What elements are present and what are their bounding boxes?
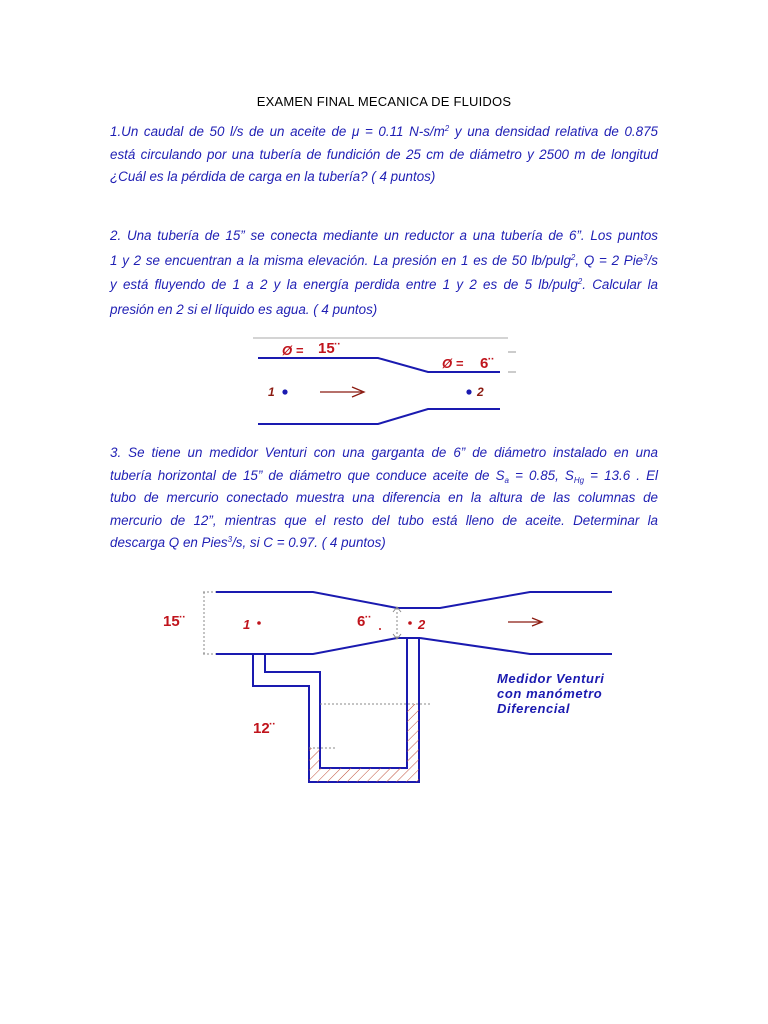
venturi-point-2-label: 2 — [418, 617, 426, 632]
problem-3-line-5: descarga Q en Pies$^3$/s, si C = 0.97. ( 4 puntos) — [110, 535, 386, 550]
problem-2-line-1: 2. Una tubería de 15” se conecta mediante un reductor a una tubería de 6”. Los puntos — [110, 228, 658, 243]
venturi-throat-mark — [379, 628, 381, 630]
reducer-point-2-label: 2 — [477, 385, 484, 399]
problem-1 — [110, 121, 658, 189]
manometer-difference-label: 12¨ — [253, 720, 275, 737]
reducer-point-1-label: 1 — [268, 385, 275, 399]
venturi-throat-diameter-label: 6¨ — [357, 613, 371, 630]
reducer-point-1-dot — [282, 389, 287, 394]
reducer-upper-wall — [258, 358, 500, 372]
problem-2-line-4: presión en 2 si el líquido es agua. ( 4 puntos) — [110, 301, 378, 317]
venturi-caption-line-2: con manómetro — [497, 686, 603, 701]
dim-6-arrow-down — [393, 634, 401, 639]
venturi-caption-line-1: Medidor Venturi — [497, 671, 605, 686]
problem-3-line-1: 3. Se tiene un medidor Venturi con una garganta de 6” de diámetro instalado en una — [110, 445, 658, 460]
venturi-flow-arrow-head — [532, 618, 542, 626]
venturi-point-1-dot — [257, 621, 261, 625]
mercury-column — [309, 704, 419, 782]
dim-6-arrow-up — [393, 607, 401, 612]
problem-3-line-2: tubería horizontal de 15” de diámetro que conduce aceite de $S_a = 0.85$, $S_{Hg} = 13.6$ . El — [110, 467, 658, 485]
problem-1-line-1: 1.Un caudal de 50 l/s de un aceite de μ = 0.11 $N-s/m^2$ y una densidad relativa de 0.875 — [110, 124, 658, 139]
venturi-pipe-diameter-label: 15¨ — [163, 613, 185, 630]
venturi-lower-wall-right — [420, 638, 612, 654]
problem-2-line-2: 1 y 2 se encuentran a la misma elevación. La presión en 1 es de 50 lb/pulg$^2$, Q = 2 Pie$^3$/s — [110, 252, 658, 268]
reducer-lower-wall — [258, 409, 500, 424]
problem-3 — [110, 442, 658, 555]
venturi-point-1-label: 1 — [243, 617, 251, 632]
problem-2 — [110, 224, 658, 322]
reducer-diam1-symbol: Ø = — [282, 343, 304, 358]
venturi-lower-wall-left — [216, 638, 420, 654]
manometer-inner-wall — [265, 638, 407, 768]
reducer-diam2-symbol: Ø = — [442, 356, 464, 371]
reducer-flow-arrow-head — [352, 387, 364, 397]
manometer-outer-wall — [253, 638, 419, 782]
reducer-diam1-value: 15¨ — [318, 340, 340, 357]
problem-1-line-3: ¿Cuál es la pérdida de carga en la tubería? ( 4 puntos) — [110, 169, 436, 184]
exam-title: EXAMEN FINAL MECANICA DE FLUIDOS — [256, 94, 512, 109]
problem-2-line-3: y está fluyendo de 1 a 2 y la energía perdida entre 1 y 2 es de 5 lb/pulg$^2$. Calcular la — [110, 277, 659, 292]
venturi-upper-wall — [216, 592, 612, 608]
venturi-point-2-dot — [408, 621, 412, 625]
problem-1-line-2: está circulando por una tubería de fundición de 25 cm de diámetro y 2500 m de longitud — [110, 146, 658, 162]
venturi-caption-line-3: Diferencial — [497, 701, 571, 716]
reducer-diam2-value: 6¨ — [480, 355, 494, 372]
problem-3-line-3: tubo de mercurio conectado muestra una diferencia en la altura de las columnas de — [110, 490, 658, 505]
reducer-point-2-dot — [466, 389, 471, 394]
problem-3-line-4: mercurio de 12”, mientras que el resto del tubo está lleno de aceite. Determinar la — [110, 512, 658, 528]
